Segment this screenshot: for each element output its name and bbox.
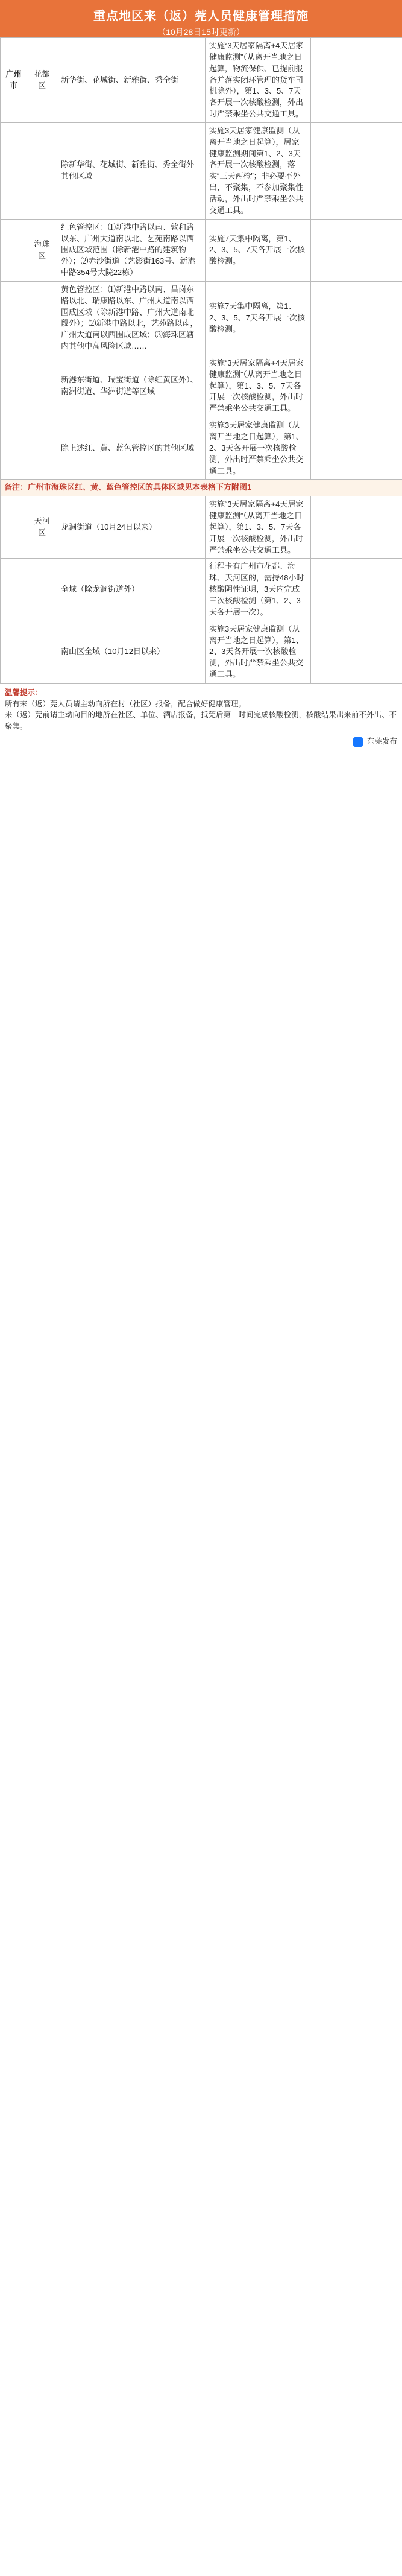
area-cell: 龙洞街道（10月24日以来）: [57, 496, 206, 559]
table-row: [1, 281, 402, 355]
footer-title: 温馨提示：: [5, 688, 43, 697]
area-cell: 新华街、花城街、新雅街、秀全街: [57, 38, 206, 123]
district-cell: 海珠区: [27, 219, 57, 281]
area-cell: 除上述红、黄、蓝色管控区的其他区域: [57, 417, 206, 480]
other-cell: [311, 355, 402, 417]
city-cell: [1, 417, 27, 480]
district-cell: 天河区: [27, 496, 57, 559]
area-cell: 全域（除龙洞街道外）: [57, 559, 206, 621]
note-cell: 备注：广州市海珠区红、黄、蓝色管控区的具体区域见本表格下方附图1: [1, 480, 402, 496]
other-cell: [311, 219, 402, 281]
home-cell: 实施7天集中隔离，第1、2、3、5、7天各开展一次核酸检测。: [206, 281, 311, 355]
city-cell: [1, 559, 27, 621]
home-cell: 实施3天居家健康监测（从离开当地之日起算），第1、2、3天各开展一次核酸检测，外出时严禁乘坐公共交通工具。: [206, 621, 311, 683]
district-cell: [27, 559, 57, 621]
city-cell: [1, 496, 27, 559]
other-cell: [311, 496, 402, 559]
table-row: [1, 122, 402, 219]
page-header: [0, 0, 402, 37]
table-row: [1, 38, 402, 123]
home-cell: 实施3天居家健康监测（从离开当地之日起算），第1、2、3天各开展一次核酸检测，外出时严禁乘坐公共交通工具。: [206, 417, 311, 480]
area-cell: 除新华街、花城街、新雅街、秀全街外其他区域: [57, 122, 206, 219]
city-cell: [1, 355, 27, 417]
table-row: [1, 496, 402, 559]
other-cell: [311, 122, 402, 219]
home-cell: 实施7天集中隔离，第1、2、3、5、7天各开展一次核酸检测。: [206, 219, 311, 281]
brand-logo-icon: [353, 737, 363, 747]
district-cell: [27, 355, 57, 417]
area-cell: 南山区全域（10月12日以来）: [57, 621, 206, 683]
other-cell: [311, 621, 402, 683]
district-cell: 花都区: [27, 38, 57, 123]
table-row: [1, 355, 402, 417]
city-cell: 广州市: [1, 38, 27, 123]
measures-table: [0, 37, 402, 684]
city-cell: [1, 122, 27, 219]
footer: [0, 684, 402, 751]
home-cell: 实施“3天居家隔离+4天居家健康监测”（从离开当地之日起算），第1、3、5、7天各开展一次核酸检测，外出时严禁乘坐公共交通工具。: [206, 355, 311, 417]
table-row: [1, 559, 402, 621]
table-row: [1, 621, 402, 683]
footer-line: 所有来（返）莞人员请主动向所在村（社区）报备，配合做好健康管理。: [5, 699, 247, 708]
page-subtitle: （10月28日15时更新）: [157, 27, 245, 37]
area-cell: 红色管控区：⑴新港中路以南、敦和路以东、广州大道南以北、艺苑南路以西围成区域范围（除新港中路的建筑物外）；⑵赤沙街道（艺影街163号、新港中路354号大院22栋）: [57, 219, 206, 281]
city-cell: [1, 219, 27, 281]
home-cell: 行程卡有广州市花都、海珠、天河区的，需持48小时核酸阴性证明，3天内完成三次核酸检测（第1、2、3天各开展一次）。: [206, 559, 311, 621]
area-cell: 新港东街道、瑞宝街道（除红黄区外）、南洲街道、华洲街道等区域: [57, 355, 206, 417]
city-cell: [1, 281, 27, 355]
other-cell: [311, 38, 402, 123]
note-row: [1, 480, 402, 496]
table-row: [1, 417, 402, 480]
area-cell: 黄色管控区：⑴新港中路以南、昌岗东路以北、瑞康路以东、广州大道南以西围成区域（除新港中路、广州大道南北段外）；⑵新港中路以北，艺苑路以南，广州大道南以西围成区域；⑶海珠区辖内其他中高风险区域……: [57, 281, 206, 355]
home-cell: 实施“3天居家隔离+4天居家健康监测”（从离开当地之日起算，物流保供、已提前报备并落实闭环管理的货车司机除外），第1、3、5、7天各开展一次核酸检测，外出时严禁乘坐公共交通工具。: [206, 38, 311, 123]
other-cell: [311, 281, 402, 355]
footer-brand: 东莞发布: [366, 737, 397, 746]
home-cell: 实施“3天居家隔离+4天居家健康监测”（从离开当地之日起算），第1、3、5、7天各开展一次核酸检测，外出时严禁乘坐公共交通工具。: [206, 496, 311, 559]
home-cell: 实施3天居家健康监测（从离开当地之日起算），居家健康监测期间第1、2、3天各开展一次核酸检测，落实“三天两检”；非必要不外出，不聚集，不参加聚集性活动，外出时严禁乘坐公共交通工具。: [206, 122, 311, 219]
footer-brand-row: [5, 736, 397, 747]
district-cell: [27, 281, 57, 355]
other-cell: [311, 417, 402, 480]
district-cell: [27, 621, 57, 683]
district-cell: [27, 122, 57, 219]
footer-line: 来（返）莞前请主动向目的地所在社区、单位、酒店报备，抵莞后第一时间完成核酸检测，核酸结果出来前不外出、不聚集。: [5, 711, 397, 731]
other-cell: [311, 559, 402, 621]
page-title: 重点地区来（返）莞人员健康管理措施: [93, 10, 309, 23]
city-cell: [1, 621, 27, 683]
district-cell: [27, 417, 57, 480]
table-row: [1, 219, 402, 281]
